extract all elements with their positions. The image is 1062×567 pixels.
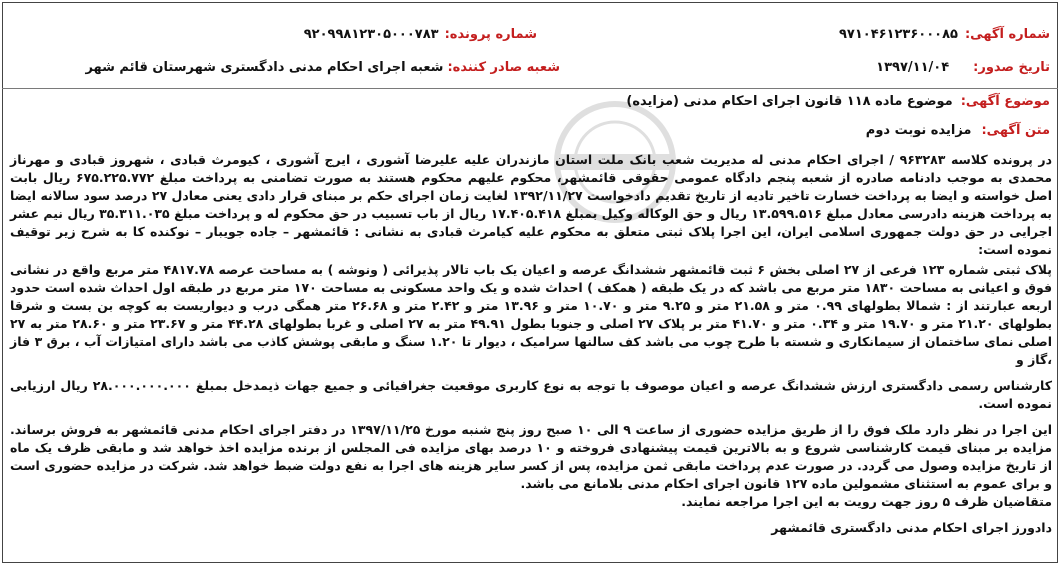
case-number-label: شماره پرونده: xyxy=(444,27,537,42)
notice-text-value: مزایده نوبت دوم xyxy=(865,123,972,138)
paragraph-property-description: پلاک ثبتی شماره ۱۲۳ فرعی از ۲۷ اصلی بخش ۶ ثبت قائمشهر ششدانگ عرصه و اعیان یک باب تالار پذیرائی ( ونوشه ) به مساحت عرصه ۴۸۱۷.۷۸ متر مربع واقع در نشانی فوق و اعیانی به مساحت ۱۸۳۰ متر مربع می باشد که در یک طبقه ( همکف ) احداث شده و یک واحد مسکونی به مساحت ۱۷۰ متر مربع در طبقه اول احداث شده است حدود اربعه عبارتند از : شمالا بطولهای ۰.۹۹ متر و ۲۱.۵۸ متر و ۹.۲۵ متر و ۱۰.۷۰ متر و ۱۳.۹۶ متر و ۲.۴۲ متر و ۲۶.۶۸ متر همگی درب و دیواریست به کوچه بن بست و شرقا بطولهای ۲۱.۲۰ متر و ۱۹.۷۰ متر و ۰.۳۴ متر و ۴۱.۷۰ متر بر پلاک ۲۷ اصلی و جنوبا بطول ۴۹.۹۱ متر به ۲۷ اصلی و غربا بطولهای ۴۴.۲۸ متر و ۲۳.۶۷ متر و ۲۸.۶۰ متر به ۲۷ اصلی نمای ساختمان از سیمانکاری و شسته با طرح چوب می باشد کف سالنها سرامیک ، دیوار تا ۱.۲۰ سنگ و مابقی پوشش کاذب می باشد دارای امتیازات آب ، برق ۳ فاز ،گاز و xyxy=(10,262,1053,367)
issue-date-value: ۱۳۹۷/۱۱/۰۴ xyxy=(876,60,950,75)
issue-date-label: تاریخ صدور: xyxy=(973,60,1050,75)
subject-value: موضوع ماده ۱۱۸ قانون اجرای احکام مدنی (مزایده) xyxy=(626,94,953,109)
case-number-value: ۹۲۰۹۹۸۱۲۳۰۵۰۰۰۷۸۳ xyxy=(303,27,439,42)
notice-number-label: شماره آگهی: xyxy=(964,27,1050,42)
paragraph-auction-terms: این اجرا در نظر دارد ملک فوق را از طریق مزایده حضوری از ساعت ۹ الی ۱۰ صبح روز پنج شنبه مورخ ۱۳۹۷/۱۱/۲۵ در دفتر اجرای احکام مدنی قائمشهر به فروش برساند. مزایده بر مبنای قیمت کارشناسی شروع و به بالاترین قیمت پیشنهادی فروخته و ۱۰ درصد بهای مزایده فی المجلس از برنده مزایده اخذ خواهد شد و مابقی ظرف یک ماه از تاریخ مزایده وصول می گردد. در صورت عدم پرداخت مابقی ثمن مزایده، پس از کسر سایر هزینه های اجرا به نفع دولت ضبط خواهد شد. شرکت در مزایده حضوری است و برای عموم به استثنای مشمولین ماده ۱۲۷ قانون اجرای احکام مدنی بلامانع می باشد. xyxy=(10,422,1052,491)
notice-text-heading xyxy=(866,123,1050,139)
notice-text-label: متن آگهی: xyxy=(981,123,1050,138)
notice-number-field xyxy=(839,27,1050,43)
issue-date-field xyxy=(876,60,1050,76)
paragraph-case-details: در پرونده کلاسه ۹۶۳۲۸۳ / اجرای احکام مدنی له مدیریت شعب بانک ملت استان مازندران علیه علیرضا آشوری ، ایرج آشوری ، کیومرث قبادی ، شهروز قبادی و مهرناز محمدی به موجب دادنامه صادره از شعبه پنجم دادگاه عمومی حقوقی قائمشهر، محکوم علیهم محکوم هستند به صورت تضامنی به پرداخت مبلغ ۶۷۵.۲۲۵.۷۷۲ ریال بابت اصل خواسته و ایضا به پرداخت خسارت تاخیر تادیه از تاریخ تقدیم دادخواست ۱۳۹۲/۱۱/۲۷ لغایت زمان اجرای حکم بر مبنای قرار دادی یعنی معادل ۲۷ درصد سود سالانه ایضا به پرداخت هزینه دادرسی معادل مبلغ ۱۳.۵۹۹.۵۱۶ ریال و حق الوکاله وکیل بمبلغ ۱۷.۴۰۵.۴۱۸ ریال از باب تسبیب در حق محکوم له و پرداخت مبلغ ۳۵.۳۱۱.۰۳۵ ریال نیم عشر اجرایی در حق دولت جمهوری اسلامی ایران، این اجرا پلاک ثبتی متعلق به محکوم علیه کیامرث قبادی به نشانی : قائمشهر – جاده جویبار – نوکنده کا به شرح زیر توقیف نموده است: xyxy=(10,152,1052,257)
subject-field xyxy=(626,94,1050,110)
paragraph-appraisal: کارشناس رسمی دادگستری ارزش ششدانگ عرصه و اعیان موصوف با توجه به نوع کاربری موقعیت جغرافیائی و جمیع جهات ذیمدخل بمبلغ ۲۸.۰۰۰.۰۰۰.۰۰۰ ریال ارزیابی نموده است. xyxy=(10,378,1052,411)
paragraph-applicants: متقاضیان ظرف ۵ روز جهت رویت به این اجرا مراجعه نمایند. xyxy=(681,494,1052,509)
notice-body xyxy=(10,151,1052,537)
subject-label: موضوع آگهی: xyxy=(960,94,1050,109)
issuing-branch-value: شعبه اجرای احکام مدنی دادگستری شهرستان قائم شهر xyxy=(85,60,444,75)
header-divider xyxy=(2,88,1058,89)
issuing-branch-label: شعبه صادر کننده: xyxy=(447,60,560,75)
issuing-branch-field xyxy=(85,60,560,76)
signature: دادورز اجرای احکام مدنی دادگستری قائمشهر xyxy=(771,520,1052,535)
case-number-field xyxy=(304,27,537,43)
notice-number-value: ۹۷۱۰۴۶۱۲۳۶۰۰۰۸۵ xyxy=(838,27,958,42)
